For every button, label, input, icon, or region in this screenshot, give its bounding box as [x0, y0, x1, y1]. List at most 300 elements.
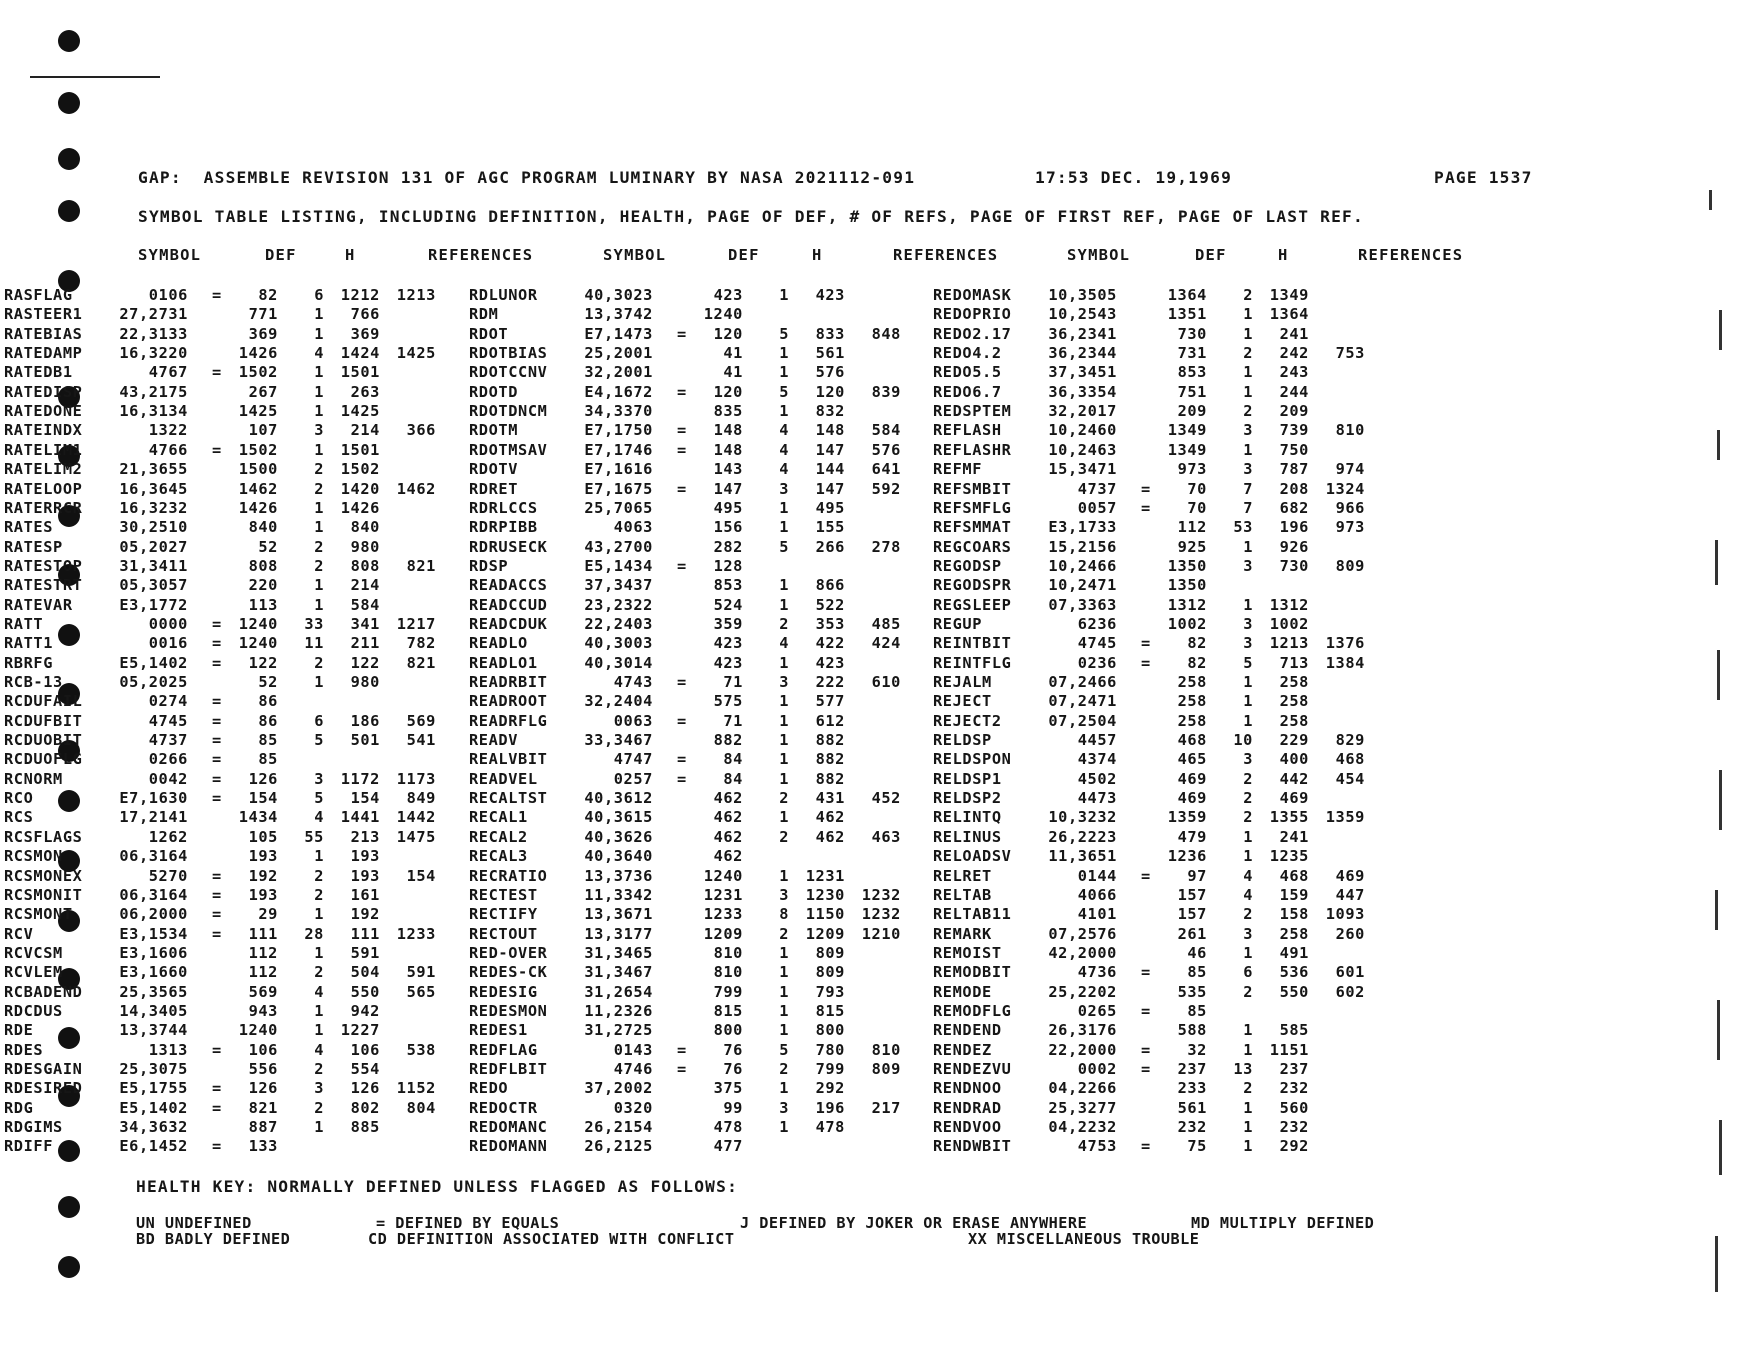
cell-def: 4746: [613, 1060, 653, 1078]
cell-symbol: REDO2.17: [933, 324, 1012, 343]
cell-count: 1: [1243, 595, 1253, 614]
table-row: [0, 770, 1440, 789]
table-row: [0, 1118, 1440, 1137]
cell-symbol: RATELOOP: [4, 479, 83, 498]
cell-page: 97: [1187, 866, 1207, 885]
cell-page: 1209: [703, 924, 743, 943]
cell-first: 243: [1279, 363, 1309, 382]
cell-count: 5: [779, 1040, 789, 1059]
cell-page: 113: [248, 595, 278, 614]
cell-first: 214: [350, 576, 380, 595]
cell-count: 2: [1243, 982, 1253, 1001]
cell-def: 10,3232: [1048, 808, 1117, 827]
cell-def: 1262: [148, 827, 188, 846]
cell-symbol: REJECT2: [933, 711, 1002, 730]
cell-count: 1: [314, 943, 324, 962]
cell-first: 158: [1279, 905, 1309, 924]
cell-first: 1151: [1269, 1040, 1309, 1059]
cell-first: 1002: [1269, 614, 1309, 633]
cell-symbol: RCDUOBIT: [4, 731, 83, 750]
cell-page: 469: [1177, 789, 1207, 808]
cell-def: 34,3370: [584, 402, 653, 421]
edge-mark: [1717, 650, 1720, 700]
cell-h: =: [677, 324, 687, 343]
cell-count: 3: [314, 769, 324, 788]
cell-page: 1240: [238, 634, 278, 653]
punch-hole: [58, 148, 80, 170]
cell-h: =: [677, 1040, 687, 1059]
legend-item: UN UNDEFINED: [136, 1214, 252, 1232]
cell-def: 4502: [1077, 769, 1117, 788]
cell-page: 193: [248, 885, 278, 904]
cell-symbol: RDOTBIAS: [469, 344, 548, 363]
cell-page: 193: [248, 847, 278, 866]
cell-symbol: RATEBIAS: [4, 324, 83, 343]
cell-symbol: RCB-13: [4, 673, 63, 691]
cell-h: =: [212, 1040, 222, 1059]
cell-symbol: RCSMONEX: [4, 866, 83, 885]
cell-def: E7,1616: [584, 460, 653, 479]
cell-def: 0236: [1077, 653, 1117, 672]
cell-def: E7,1473: [584, 324, 653, 343]
cell-def: 13,3177: [584, 924, 653, 943]
cell-def: 32,2017: [1048, 402, 1117, 421]
table-row: [0, 983, 1440, 1002]
cell-def: 40,3615: [584, 808, 653, 827]
cell-last: 1210: [861, 924, 901, 943]
table-row: [0, 286, 1440, 305]
cell-first: 369: [350, 324, 380, 343]
cell-first: 739: [1279, 421, 1309, 440]
cell-h: =: [1141, 653, 1151, 672]
cell-def: 11,2326: [584, 1001, 653, 1020]
cell-first: 1312: [1269, 595, 1309, 614]
cell-symbol: RCDUOFLG: [4, 750, 83, 769]
cell-last: 1232: [861, 905, 901, 924]
cell-symbol: RATESTRT: [4, 576, 83, 595]
cell-def: 26,2125: [584, 1137, 653, 1156]
cell-count: 1: [1243, 827, 1253, 846]
cell-page: 815: [713, 1001, 743, 1020]
cell-symbol: REDESIG: [469, 982, 538, 1001]
cell-count: 1: [1243, 382, 1253, 401]
cell-page: 556: [248, 1060, 278, 1078]
table-row: [0, 867, 1440, 886]
table-row: [0, 1002, 1440, 1021]
cell-def: 11,3342: [584, 885, 653, 904]
cell-count: 4: [314, 1040, 324, 1059]
cell-page: 220: [248, 576, 278, 595]
cell-symbol: RECALTST: [469, 789, 548, 808]
cell-first: 106: [350, 1040, 380, 1059]
table-row: [0, 789, 1440, 808]
cell-last: 804: [406, 1098, 436, 1117]
cell-count: 1: [1243, 363, 1253, 382]
cell-symbol: RATEVAR: [4, 595, 73, 614]
cell-def: 40,3612: [584, 789, 653, 808]
cell-def: 25,2001: [584, 344, 653, 363]
cell-last: 829: [1335, 731, 1365, 750]
cell-def: 13,3742: [584, 305, 653, 324]
cell-def: 07,2576: [1048, 924, 1117, 943]
cell-h: =: [212, 769, 222, 788]
cell-count: 2: [1243, 905, 1253, 924]
cell-symbol: RCSMON: [4, 847, 63, 866]
cell-def: 36,2341: [1048, 324, 1117, 343]
cell-symbol: RENDEND: [933, 1021, 1002, 1040]
cell-page: 730: [1177, 324, 1207, 343]
cell-last: 576: [871, 440, 901, 459]
cell-first: 258: [1279, 673, 1309, 691]
cell-first: 258: [1279, 711, 1309, 730]
cell-h: =: [677, 1060, 687, 1078]
cell-first: 1227: [340, 1021, 380, 1040]
cell-page: 71: [723, 673, 743, 691]
cell-symbol: RDRUSECK: [469, 537, 548, 556]
cell-page: 52: [258, 537, 278, 556]
cell-first: 186: [350, 711, 380, 730]
cell-def: 4745: [1077, 634, 1117, 653]
cell-symbol: REINTFLG: [933, 653, 1012, 672]
cell-count: 3: [1243, 614, 1253, 633]
cell-first: 148: [815, 421, 845, 440]
cell-page: 41: [723, 344, 743, 363]
cell-def: 07,2471: [1048, 692, 1117, 711]
table-row: [0, 363, 1440, 382]
table-row: [0, 692, 1440, 711]
cell-page: 1240: [238, 614, 278, 633]
table-subtitle: SYMBOL TABLE LISTING, INCLUDING DEFINITION, HEALTH, PAGE OF DEF, # OF REFS, PAGE OF FIRST REF, PAGE OF LAST REF.: [138, 207, 1364, 226]
cell-page: 237: [1177, 1060, 1207, 1078]
cell-page: 821: [248, 1098, 278, 1117]
cell-def: 15,2156: [1048, 537, 1117, 556]
cell-h: =: [677, 382, 687, 401]
cell-count: 2: [1243, 769, 1253, 788]
table-row: [0, 1021, 1440, 1040]
cell-symbol: RASTEER1: [4, 305, 83, 324]
cell-count: 5: [314, 731, 324, 750]
cell-last: 485: [871, 614, 901, 633]
table-row: [0, 460, 1440, 479]
cell-page: 133: [248, 1137, 278, 1156]
col-def: DEF: [265, 246, 297, 264]
cell-first: 1424: [340, 344, 380, 363]
cell-count: 1: [1243, 305, 1253, 324]
cell-first: 341: [350, 614, 380, 633]
cell-symbol: REDOMASK: [933, 286, 1012, 304]
cell-first: 1212: [340, 286, 380, 304]
cell-first: 561: [815, 344, 845, 363]
cell-first: 585: [1279, 1021, 1309, 1040]
table-row: [0, 1137, 1440, 1156]
cell-def: 0057: [1077, 498, 1117, 517]
cell-count: 1: [314, 324, 324, 343]
cell-first: 504: [350, 963, 380, 982]
cell-count: 4: [779, 460, 789, 479]
cell-symbol: READACCS: [469, 576, 548, 595]
cell-last: 1462: [396, 479, 436, 498]
table-row: [0, 538, 1440, 557]
table-row: [0, 828, 1440, 847]
cell-first: 682: [1279, 498, 1309, 517]
cell-symbol: REGCOARS: [933, 537, 1012, 556]
cell-page: 41: [723, 363, 743, 382]
punch-hole: [58, 1256, 80, 1278]
listing-title: GAP: ASSEMBLE REVISION 131 OF AGC PROGRAM LUMINARY BY NASA 2021112-091: [138, 168, 916, 187]
cell-page: 52: [258, 673, 278, 691]
col-health: H: [345, 246, 356, 264]
cell-count: 5: [1243, 653, 1253, 672]
cell-def: 0016: [148, 634, 188, 653]
cell-count: 1: [779, 286, 789, 304]
cell-last: 974: [1335, 460, 1365, 479]
cell-h: =: [1141, 1137, 1151, 1156]
cell-page: 261: [1177, 924, 1207, 943]
cell-def: 4473: [1077, 789, 1117, 808]
cell-symbol: RDOTD: [469, 382, 519, 401]
cell-last: 848: [871, 324, 901, 343]
cell-symbol: RBRFG: [4, 653, 54, 672]
cell-count: 2: [314, 1098, 324, 1117]
cell-page: 76: [723, 1040, 743, 1059]
cell-count: 1: [779, 963, 789, 982]
cell-symbol: REDOCTR: [469, 1098, 538, 1117]
cell-first: 501: [350, 731, 380, 750]
cell-def: 07,2504: [1048, 711, 1117, 730]
cell-symbol: REFMF: [933, 460, 983, 479]
cell-count: 1: [1243, 673, 1253, 691]
cell-first: 400: [1279, 750, 1309, 769]
cell-symbol: READRBIT: [469, 673, 548, 691]
cell-symbol: RCDUFBIT: [4, 711, 83, 730]
cell-first: 244: [1279, 382, 1309, 401]
cell-def: 4737: [148, 731, 188, 750]
table-row: [0, 325, 1440, 344]
cell-def: 1313: [148, 1040, 188, 1059]
cell-h: =: [1141, 479, 1151, 498]
cell-page: 423: [713, 634, 743, 653]
cell-count: 53: [1233, 518, 1253, 537]
cell-page: 462: [713, 827, 743, 846]
cell-first: 833: [815, 324, 845, 343]
cell-count: 2: [1243, 402, 1253, 421]
edge-mark: [1717, 1000, 1720, 1060]
cell-last: 810: [1335, 421, 1365, 440]
cell-first: 423: [815, 286, 845, 304]
cell-first: 942: [350, 1001, 380, 1020]
cell-h: =: [212, 692, 222, 711]
cell-first: 1349: [1269, 286, 1309, 304]
cell-first: 1150: [805, 905, 845, 924]
edge-mark: [1715, 1236, 1718, 1292]
cell-def: E5,1402: [119, 653, 188, 672]
cell-def: 33,3467: [584, 731, 653, 750]
cell-symbol: RCS: [4, 808, 34, 827]
cell-count: 2: [779, 924, 789, 943]
cell-count: 2: [314, 460, 324, 479]
cell-symbol: RDOT: [469, 324, 509, 343]
cell-count: 3: [1243, 556, 1253, 575]
cell-def: 25,7065: [584, 498, 653, 517]
cell-def: 37,3451: [1048, 363, 1117, 382]
cell-page: 85: [1187, 963, 1207, 982]
cell-first: 560: [1279, 1098, 1309, 1117]
health-key-title: HEALTH KEY: NORMALLY DEFINED UNLESS FLAGGED AS FOLLOWS:: [136, 1177, 739, 1196]
cell-def: 25,2202: [1048, 982, 1117, 1001]
cell-def: 22,3133: [119, 324, 188, 343]
cell-page: 369: [248, 324, 278, 343]
cell-count: 1: [314, 305, 324, 324]
cell-def: 30,2510: [119, 518, 188, 537]
col-references: REFERENCES: [893, 246, 999, 264]
cell-first: 266: [815, 537, 845, 556]
cell-def: 43,2175: [119, 382, 188, 401]
cell-def: 06,3164: [119, 847, 188, 866]
cell-first: 1425: [340, 402, 380, 421]
cell-symbol: RCSFLAGS: [4, 827, 83, 846]
cell-def: 07,2466: [1048, 673, 1117, 691]
cell-first: 292: [1279, 1137, 1309, 1156]
cell-first: 491: [1279, 943, 1309, 962]
cell-last: 782: [406, 634, 436, 653]
cell-count: 5: [779, 537, 789, 556]
cell-h: =: [1141, 498, 1151, 517]
cell-count: 4: [779, 440, 789, 459]
legend-item: CD DEFINITION ASSOCIATED WITH CONFLICT: [368, 1230, 735, 1248]
cell-symbol: RENDVOO: [933, 1118, 1002, 1137]
cell-def: E3,1534: [119, 924, 188, 943]
punch-hole: [58, 92, 80, 114]
cell-count: 3: [314, 421, 324, 440]
cell-h: =: [212, 286, 222, 304]
page-number: PAGE 1537: [1434, 168, 1533, 187]
cell-symbol: RECTIFY: [469, 905, 538, 924]
cell-symbol: REMODFLG: [933, 1001, 1012, 1020]
cell-def: 0274: [148, 692, 188, 711]
cell-count: 2: [779, 614, 789, 633]
cell-first: 192: [350, 905, 380, 924]
cell-count: 7: [1243, 498, 1253, 517]
cell-symbol: REFLASHR: [933, 440, 1012, 459]
table-row: [0, 557, 1440, 576]
cell-page: 148: [713, 440, 743, 459]
cell-count: 1: [779, 1118, 789, 1137]
cell-page: 1426: [238, 344, 278, 363]
cell-count: 2: [1243, 344, 1253, 363]
cell-first: 263: [350, 382, 380, 401]
edge-mark: [1719, 1120, 1722, 1175]
cell-def: 31,2725: [584, 1021, 653, 1040]
cell-last: 1475: [396, 827, 436, 846]
cell-first: 799: [815, 1060, 845, 1078]
cell-count: 1: [779, 711, 789, 730]
cell-def: 06,2000: [119, 905, 188, 924]
cell-last: 610: [871, 673, 901, 691]
cell-symbol: RECAL1: [469, 808, 528, 827]
cell-symbol: RDCDUS: [4, 1001, 63, 1020]
cell-def: 05,2025: [119, 673, 188, 691]
cell-def: 15,3471: [1048, 460, 1117, 479]
cell-symbol: RDOTV: [469, 460, 519, 479]
cell-first: 120: [815, 382, 845, 401]
cell-symbol: RDRPIBB: [469, 518, 538, 537]
cell-page: 75: [1187, 1137, 1207, 1156]
cell-symbol: REJECT: [933, 692, 992, 711]
cell-page: 423: [713, 286, 743, 304]
cell-symbol: REDO5.5: [933, 363, 1002, 382]
table-row: [0, 712, 1440, 731]
cell-last: 154: [406, 866, 436, 885]
cell-symbol: READLO: [469, 634, 528, 653]
cell-symbol: REDFLAG: [469, 1040, 538, 1059]
cell-symbol: RDOTDNCM: [469, 402, 548, 421]
cell-def: 23,2322: [584, 595, 653, 614]
cell-def: 4101: [1077, 905, 1117, 924]
cell-count: 3: [314, 1079, 324, 1098]
cell-count: 1: [314, 595, 324, 614]
cell-count: 1: [779, 344, 789, 363]
cell-page: 1231: [703, 885, 743, 904]
cell-first: 550: [350, 982, 380, 1001]
cell-first: 462: [815, 808, 845, 827]
cell-page: 800: [713, 1021, 743, 1040]
cell-count: 1: [779, 692, 789, 711]
cell-count: 1: [314, 1021, 324, 1040]
cell-page: 1233: [703, 905, 743, 924]
cell-count: 1: [1243, 711, 1253, 730]
cell-symbol: REDO: [469, 1079, 509, 1098]
cell-def: 40,3626: [584, 827, 653, 846]
cell-def: 34,3632: [119, 1118, 188, 1137]
cell-symbol: REMARK: [933, 924, 992, 943]
cell-page: 76: [723, 1060, 743, 1078]
table-row: [0, 944, 1440, 963]
cell-symbol: RATT: [4, 614, 44, 633]
cell-def: 0002: [1077, 1060, 1117, 1078]
legend-item: MD MULTIPLY DEFINED: [1191, 1214, 1375, 1232]
table-row: [0, 925, 1440, 944]
cell-last: 592: [871, 479, 901, 498]
cell-page: 465: [1177, 750, 1207, 769]
cell-first: 237: [1279, 1060, 1309, 1078]
cell-first: 1355: [1269, 808, 1309, 827]
cell-first: 882: [815, 769, 845, 788]
cell-symbol: REFLASH: [933, 421, 1002, 440]
cell-def: 1322: [148, 421, 188, 440]
cell-page: 751: [1177, 382, 1207, 401]
cell-symbol: RELDSP2: [933, 789, 1002, 808]
cell-page: 107: [248, 421, 278, 440]
cell-page: 1359: [1167, 808, 1207, 827]
cell-def: 07,3363: [1048, 595, 1117, 614]
cell-first: 1209: [805, 924, 845, 943]
cell-symbol: REGODSP: [933, 556, 1002, 575]
cell-first: 1213: [1269, 634, 1309, 653]
cell-def: 36,2344: [1048, 344, 1117, 363]
cell-count: 1: [779, 402, 789, 421]
cell-count: 1: [1243, 943, 1253, 962]
cell-def: 16,3645: [119, 479, 188, 498]
cell-page: 535: [1177, 982, 1207, 1001]
cell-symbol: REMODE: [933, 982, 992, 1001]
cell-symbol: RATEDONE: [4, 402, 83, 421]
cell-last: 584: [871, 421, 901, 440]
cell-def: 4457: [1077, 731, 1117, 750]
cell-last: 1213: [396, 286, 436, 304]
cell-count: 1: [314, 1118, 324, 1137]
cell-first: 196: [1279, 518, 1309, 537]
cell-last: 278: [871, 537, 901, 556]
